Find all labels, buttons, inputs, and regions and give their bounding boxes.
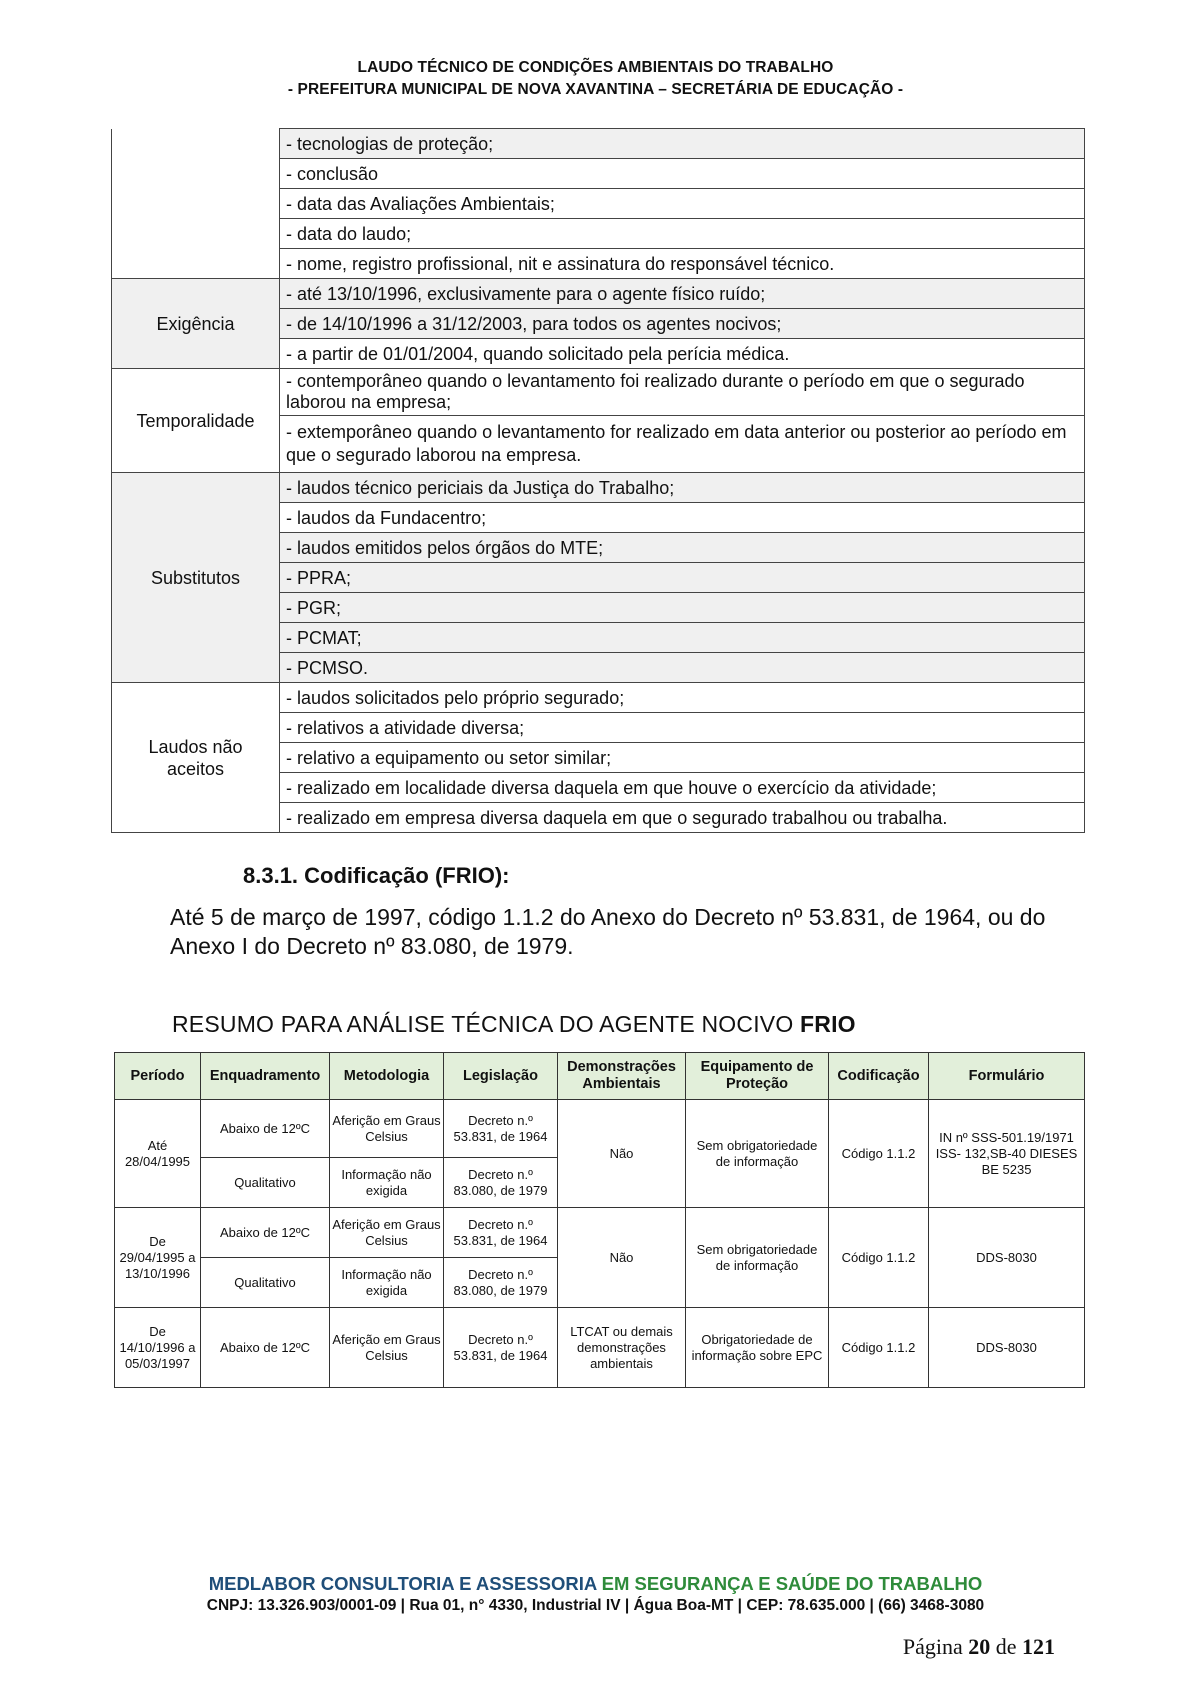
header-title: LAUDO TÉCNICO DE CONDIÇÕES AMBIENTAIS DO TRABALHO [357,59,834,76]
metodologia-cell: Aferição em Graus Celsius [330,1208,444,1258]
blank-category-cell [112,129,280,279]
criteria-item: - data das Avaliações Ambientais; [280,189,1085,219]
formulario-cell: DDS-8030 [929,1308,1085,1388]
legislacao-cell: Decreto n.º 83.080, de 1979 [444,1258,558,1308]
demonstracoes-cell: LTCAT ou demais demonstrações ambientais [558,1308,686,1388]
criteria-item: - realizado em empresa diversa daquela em que o segurado trabalhou ou trabalha. [280,803,1085,833]
page-of: de [990,1634,1022,1659]
page-total: 121 [1022,1634,1055,1659]
enquadramento-cell: Abaixo de 12ºC [201,1308,330,1388]
criteria-item: - laudos técnico periciais da Justiça do Trabalho; [280,473,1085,503]
formulario-cell: IN nº SSS-501.19/1971 ISS- 132,SB-40 DIESES BE 5235 [929,1100,1085,1208]
resumo-table [114,1052,1085,1388]
criteria-item: - conclusão [280,159,1085,189]
codificacao-cell: Código 1.1.2 [829,1208,929,1308]
column-header: Enquadramento [201,1053,330,1100]
category-exigencia: Exigência [112,279,280,369]
criteria-item: - extemporâneo quando o levantamento for realizado em data anterior ou posterior ao período em que o segurado laborou na empresa. [280,416,1085,473]
periodo-cell: De 14/10/1996 a 05/03/1997 [115,1308,201,1388]
page-label: Página [902,1634,969,1659]
page-number [903,1634,1055,1660]
criteria-item: - relativos a atividade diversa; [280,713,1085,743]
footer-company [0,1573,1191,1595]
document-header [0,57,1191,101]
equipamento-cell: Sem obrigatoriedade de informação [686,1208,829,1308]
criteria-item: - a partir de 01/01/2004, quando solicitado pela perícia médica. [280,339,1085,369]
column-header: Período [115,1053,201,1100]
criteria-item: - relativo a equipamento ou setor similar; [280,743,1085,773]
criteria-item: - de 14/10/1996 a 31/12/2003, para todos os agentes nocivos; [280,309,1085,339]
table-row [115,1308,1085,1388]
section-title: 8.3.1. Codificação (FRIO): [243,863,510,888]
criteria-item: - até 13/10/1996, exclusivamente para o agente físico ruído; [280,279,1085,309]
criteria-item: - data do laudo; [280,219,1085,249]
periodo-cell: De 29/04/1995 a 13/10/1996 [115,1208,201,1308]
legislacao-cell: Decreto n.º 83.080, de 1979 [444,1158,558,1208]
footer-company-name: MEDLABOR CONSULTORIA E ASSESSORIA [208,1573,597,1594]
criteria-item: - laudos emitidos pelos órgãos do MTE; [280,533,1085,563]
legislacao-cell: Decreto n.º 53.831, de 1964 [444,1208,558,1258]
column-header: Codificação [829,1053,929,1100]
codificacao-cell: Código 1.1.2 [829,1308,929,1388]
column-header: Formulário [929,1053,1085,1100]
enquadramento-cell: Qualitativo [201,1258,330,1308]
column-header: Demonstrações Ambientais [558,1053,686,1100]
criteria-item: - laudos da Fundacentro; [280,503,1085,533]
resumo-title [172,1011,856,1038]
column-header: Legislação [444,1053,558,1100]
enquadramento-cell: Abaixo de 12ºC [201,1208,330,1258]
resumo-title-agent: FRIO [800,1011,856,1037]
criteria-item: - PGR; [280,593,1085,623]
table-row [115,1100,1085,1158]
criteria-table [111,128,1085,833]
legislacao-cell: Decreto n.º 53.831, de 1964 [444,1100,558,1158]
equipamento-cell: Obrigatoriedade de informação sobre EPC [686,1308,829,1388]
equipamento-cell: Sem obrigatoriedade de informação [686,1100,829,1208]
criteria-item: - contemporâneo quando o levantamento foi realizado durante o período em que o segurado laborou na empresa; [280,369,1085,416]
footer-company-tagline: EM SEGURANÇA E SAÚDE DO TRABALHO [596,1573,983,1594]
demonstracoes-cell: Não [558,1208,686,1308]
criteria-item: - PCMAT; [280,623,1085,653]
resumo-header-row [115,1053,1085,1100]
metodologia-cell: Informação não exigida [330,1158,444,1208]
criteria-item: - tecnologias de proteção; [280,129,1085,159]
criteria-item: - laudos solicitados pelo próprio segurado; [280,683,1085,713]
resumo-title-text: RESUMO PARA ANÁLISE TÉCNICA DO AGENTE NOCIVO [172,1011,801,1037]
metodologia-cell: Informação não exigida [330,1258,444,1308]
table-row [115,1208,1085,1258]
category-label-line: aceitos [166,758,225,779]
metodologia-cell: Aferição em Graus Celsius [330,1308,444,1388]
criteria-item: - realizado em localidade diversa daquela em que houve o exercício da atividade; [280,773,1085,803]
criteria-item: - PPRA; [280,563,1085,593]
header-subtitle: - PREFEITURA MUNICIPAL DE NOVA XAVANTINA – SECRETÁRIA DE EDUCAÇÃO - [287,81,904,98]
codificacao-cell: Código 1.1.2 [829,1100,929,1208]
page-current: 20 [968,1634,991,1659]
criteria-item: - nome, registro profissional, nit e assinatura do responsável técnico. [280,249,1085,279]
category-label-line: Laudos não [148,736,243,757]
legislacao-cell: Decreto n.º 53.831, de 1964 [444,1308,558,1388]
footer-address: CNPJ: 13.326.903/0001-09 | Rua 01, n° 4330, Industrial IV | Água Boa-MT | CEP: 78.635.000 | (66) 3468-3080 [206,1597,985,1614]
enquadramento-cell: Abaixo de 12ºC [201,1100,330,1158]
periodo-cell: Até 28/04/1995 [115,1100,201,1208]
section-body: Até 5 de março de 1997, código 1.1.2 do Anexo do Decreto nº 53.831, de 1964, ou do Anexo I do Decreto nº 83.080, de 1979. [170,904,1046,959]
category-temporalidade: Temporalidade [112,369,280,473]
criteria-item: - PCMSO. [280,653,1085,683]
column-header: Metodologia [330,1053,444,1100]
metodologia-cell: Aferição em Graus Celsius [330,1100,444,1158]
demonstracoes-cell: Não [558,1100,686,1208]
formulario-cell: DDS-8030 [929,1208,1085,1308]
category-laudos-nao-aceitos [112,683,280,833]
category-substitutos: Substitutos [112,473,280,683]
column-header: Equipamento de Proteção [686,1053,829,1100]
enquadramento-cell: Qualitativo [201,1158,330,1208]
